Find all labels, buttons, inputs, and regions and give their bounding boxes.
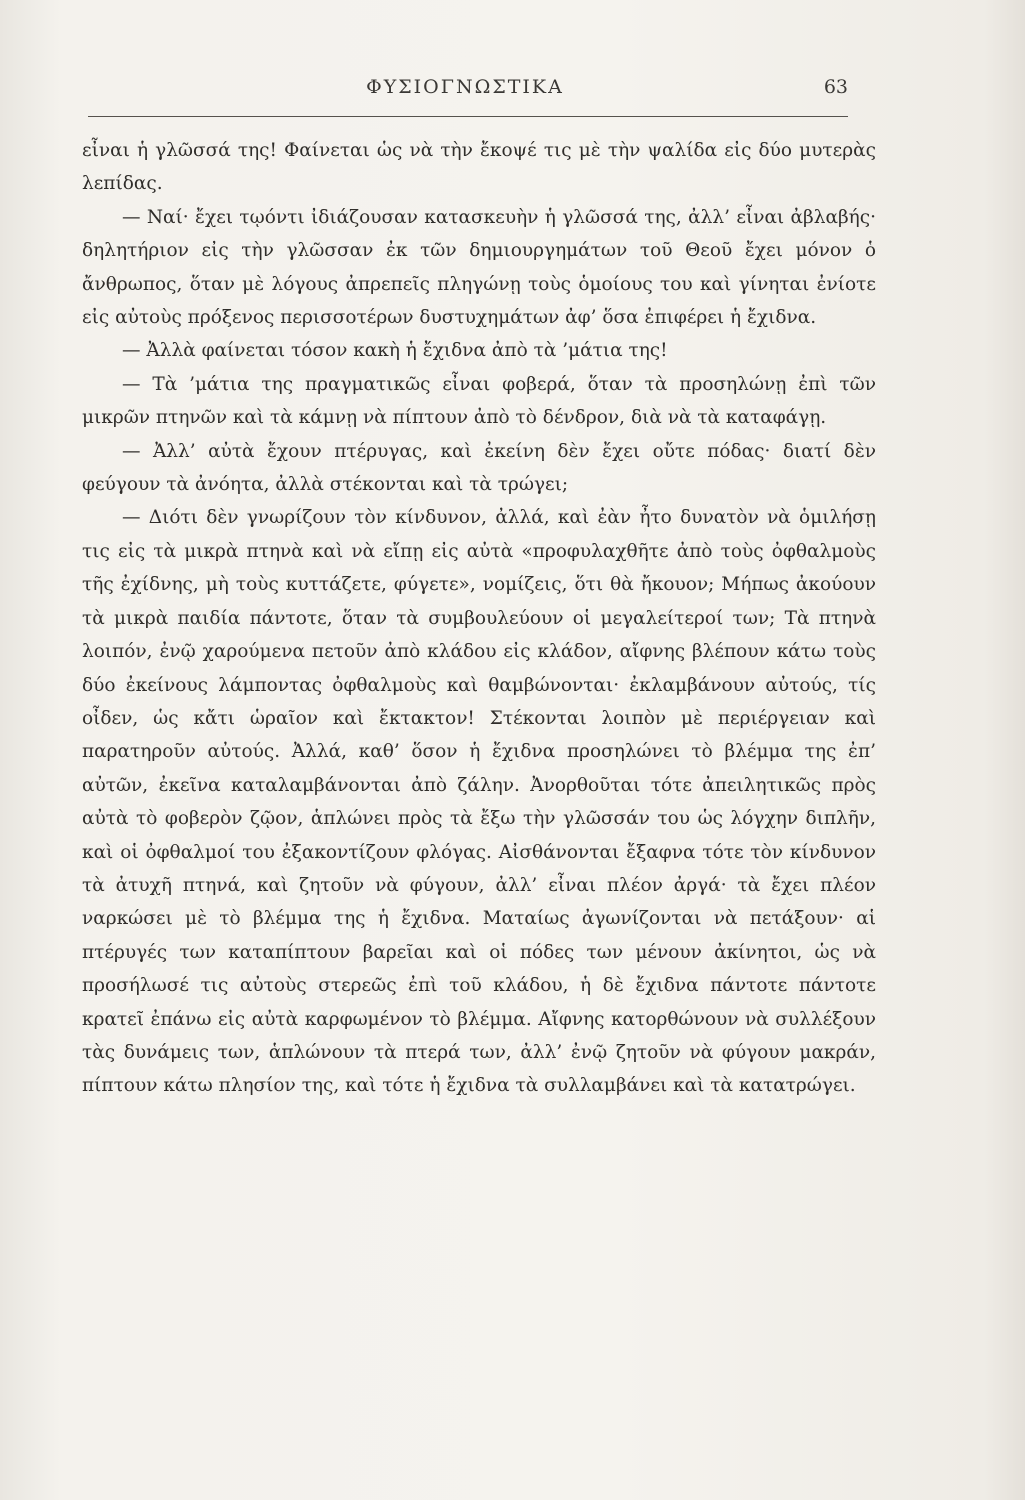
paragraph: — Τὰ ’μάτια της πραγματικῶς εἶναι φοβερά, ὅταν τὰ προσηλώνῃ ἐπὶ τῶν μικρῶν πτηνῶν καὶ τὰ κάμνῃ νὰ πίπτουν ἀπὸ τὸ δένδρον, διὰ νὰ τὰ καταφάγῃ.	[82, 373, 876, 429]
paragraph: — Ἀλλὰ φαίνεται τόσον κακὴ ἡ ἔχιδνα ἀπὸ τὰ ’μάτια της!	[122, 340, 668, 362]
paragraph: εἶναι ἡ γλῶσσά της! Φαίνεται ὡς νὰ τὴν ἔκοψέ τις μὲ τὴν ψαλίδα εἰς δύο μυτερὰς λεπίδας.	[82, 140, 876, 195]
page-header	[80, 76, 850, 116]
body-text	[82, 134, 876, 1103]
running-title: ΦΥΣΙΟΓΝΩΣΤΙΚΑ	[366, 76, 564, 98]
paragraph: — Ναί· ἔχει τῳόντι ἰδιάζουσαν κατασκευὴν ἡ γλῶσσά της, ἀλλ’ εἶναι ἀβλαβής· δηλητήριον εἰς τὴν γλῶσσαν ἐκ τῶν δημιουργημάτων τοῦ Θεοῦ ἔχει μόνον ὁ ἄνθρωπος, ὅταν μὲ λόγους ἀπρεπεῖς πληγώνῃ τοὺς ὁμοίους του καὶ γίνηται ἐνίοτε εἰς αὐτοὺς πρόξενος περισσοτέρων δυστυχημάτων ἀφ’ ὅσα ἐπιφέρει ἡ ἔχιδνα.	[82, 206, 876, 329]
page-number: 63	[823, 76, 848, 98]
paragraph: — Διότι δὲν γνωρίζουν τὸν κίνδυνον, ἀλλά, καὶ ἐὰν ἦτο δυνατὸν νὰ ὁμιλήσῃ τις εἰς τὰ μικρὰ πτηνὰ καὶ νὰ εἴπῃ εἰς αὐτὰ «προφυλαχθῆτε ἀπὸ τοὺς ὀφθαλμοὺς τῆς ἐχίδνης, μὴ τοὺς κυττάζετε, φύγετε», νομίζεις, ὅτι θὰ ἤκουον; Μήπως ἀκούουν τὰ μικρὰ παιδία πάντοτε, ὅταν τὰ συμβουλεύουν οἱ μεγαλείτεροί των; Τὰ πτηνὰ λοιπόν, ἐνῷ χαρούμενα πετοῦν ἀπὸ κλάδου εἰς κλάδον, αἴφνης βλέπουν κάτω τοὺς δύο ἐκείνους λάμποντας ὀφθαλμοὺς καὶ θαμβώνονται· ἐκλαμβάνουν αὐτούς, τίς οἶδεν, ὡς κἄτι ὡραῖον καὶ ἔκτακτον! Στέκονται λοιπὸν μὲ περιέργειαν καὶ παρατηροῦν αὐτούς. Ἀλλά, καθ’ ὅσον ἡ ἔχιδνα προσηλώνει τὸ βλέμμα της ἐπ’ αὐτῶν, ἐκεῖνα καταλαμβάνονται ἀπὸ ζάλην. Ἀνορθοῦται τότε ἀπειλητικῶς πρὸς αὐτὰ τὸ φοβερὸν ζῷον, ἁπλώνει πρὸς τὰ ἔξω τὴν γλῶσσάν του ὡς λόγχην διπλῆν, καὶ οἱ ὀφθαλμοί του ἐξακοντίζουν φλόγας. Αἰσθάνονται ἔξαφνα τότε τὸν κίνδυνον τὰ ἀτυχῆ πτηνά, καὶ ζητοῦν νὰ φύγουν, ἀλλ’ εἶναι πλέον ἀργά· τὰ ἔχει πλέον ναρκώσει μὲ τὸ βλέμμα της ἡ ἔχιδνα. Ματαίως ἀγωνίζονται νὰ πετάξουν· αἱ πτέρυγές των καταπίπτουν βαρεῖαι καὶ οἱ πόδες των μένουν ἀκίνητοι, ὡς νὰ προσήλωσέ τις αὐτοὺς στερεῶς ἐπὶ τοῦ κλάδου, ἡ δὲ ἔχιδνα πάντοτε πάντοτε κρατεῖ ἐπάνω εἰς αὐτὰ καρφωμένον τὸ βλέμμα. Αἴφνης κατορθώνουν νὰ συλλέξουν τὰς δυνάμεις των, ἁπλώνουν τὰ πτερά των, ἀλλ’ ἐνῷ ζητοῦν νὰ φύγουν μακράν, πίπτουν κάτω πλησίον της, καὶ τότε ἡ ἔχιδνα τὰ συλλαμβάνει καὶ τὰ κατατρώγει.	[82, 507, 876, 1097]
header-rule	[88, 116, 848, 117]
paragraph: — Ἀλλ’ αὐτὰ ἔχουν πτέρυγας, καὶ ἐκείνη δὲν ἔχει οὔτε πόδας· διατί δὲν φεύγουν τὰ ἀνόητα, ἀλλὰ στέκονται καὶ τὰ τρώγει;	[82, 440, 876, 496]
